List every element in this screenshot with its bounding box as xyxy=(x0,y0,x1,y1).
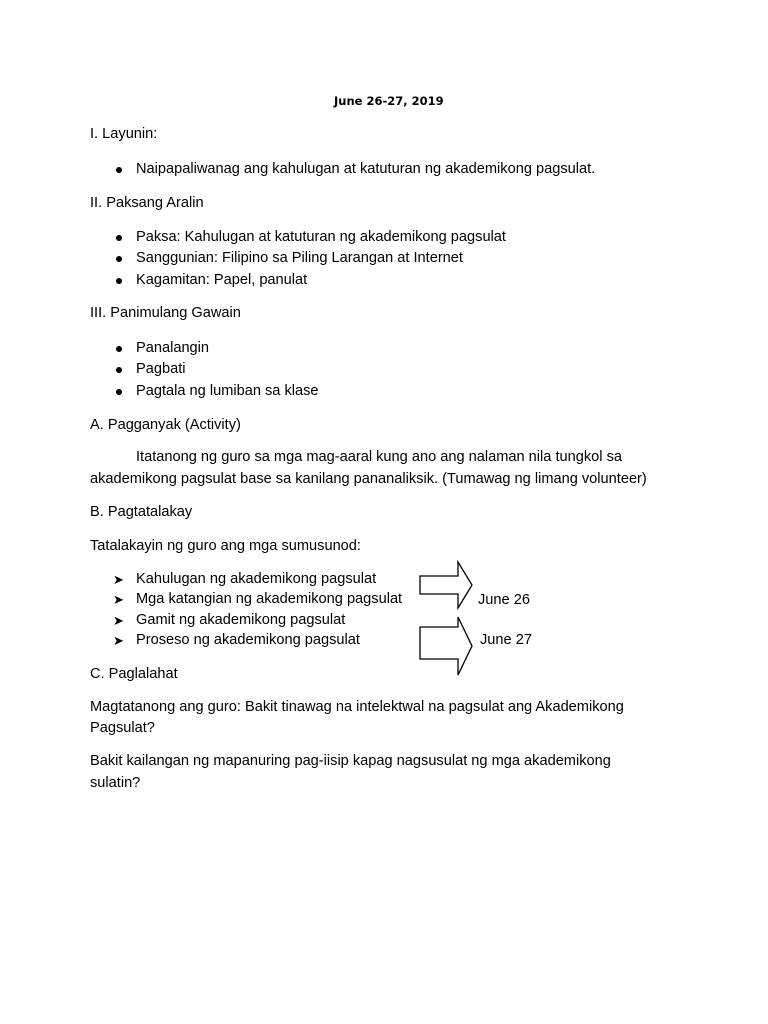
list-item: Panalangin xyxy=(136,340,210,356)
bullet-dot-icon xyxy=(116,346,122,352)
list-item: Gamit ng akademikong pagsulat xyxy=(136,612,346,628)
section-heading-layunin: I. Layunin: xyxy=(90,126,158,142)
arrow-bullet-icon: ➤ xyxy=(113,572,124,587)
paragraph-line: Bakit kailangan ng mapanuring pag-iisip kapag nagsusulat ng mga akademikong xyxy=(90,753,611,769)
section-heading-pagtatalakay: B. Pagtatalakay xyxy=(90,504,193,520)
paragraph-line: sulatin? xyxy=(90,775,141,791)
block-arrow-right-icon xyxy=(418,560,474,610)
list-item: Proseso ng akademikong pagsulat xyxy=(136,632,360,648)
bullet-dot-icon xyxy=(116,278,122,284)
bullet-dot-icon xyxy=(116,167,122,173)
list-item: Paksa: Kahulugan at katuturan ng akademikong pagsulat xyxy=(136,229,506,245)
section-heading-panimulang-gawain: III. Panimulang Gawain xyxy=(90,305,241,321)
bullet-dot-icon xyxy=(116,389,122,395)
bullet-dot-icon xyxy=(116,367,122,373)
section-heading-paksang-aralin: II. Paksang Aralin xyxy=(90,195,204,211)
section-heading-paglalahat: C. Paglalahat xyxy=(90,666,178,682)
list-item: Sanggunian: Filipino sa Piling Larangan at Internet xyxy=(136,250,463,266)
date-label-june-26: June 26 xyxy=(478,592,530,608)
arrow-bullet-icon: ➤ xyxy=(113,633,124,648)
date-label-june-27: June 27 xyxy=(480,632,532,648)
list-item: Pagtala ng lumiban sa klase xyxy=(136,383,319,399)
paragraph-line: Magtatanong ang guro: Bakit tinawag na intelektwal na pagsulat ang Akademikong xyxy=(90,699,624,715)
bullet-dot-icon xyxy=(116,235,122,241)
paragraph-line: Itatanong ng guro sa mga mag-aaral kung ano ang nalaman nila tungkol sa xyxy=(136,449,622,465)
block-arrow-right-icon xyxy=(418,615,474,677)
paragraph-line: Pagsulat? xyxy=(90,720,155,736)
list-item: Kahulugan ng akademikong pagsulat xyxy=(136,571,377,587)
arrow-bullet-icon: ➤ xyxy=(113,613,124,628)
list-item: Kagamitan: Papel, panulat xyxy=(136,272,308,288)
list-item: Mga katangian ng akademikong pagsulat xyxy=(136,591,403,607)
list-item: Naipapaliwanag ang kahulugan at katuturan ng akademikong pagsulat. xyxy=(136,161,596,177)
section-heading-pagganyak: A. Pagganyak (Activity) xyxy=(90,417,241,433)
paragraph-line: akademikong pagsulat base sa kanilang pananaliksik. (Tumawag ng limang volunteer) xyxy=(90,471,647,487)
list-item: Pagbati xyxy=(136,361,186,377)
bullet-dot-icon xyxy=(116,256,122,262)
document-date: June 26-27, 2019 xyxy=(334,94,444,108)
arrow-bullet-icon: ➤ xyxy=(113,592,124,607)
paragraph-line: Tatalakayin ng guro ang mga sumusunod: xyxy=(90,538,361,554)
